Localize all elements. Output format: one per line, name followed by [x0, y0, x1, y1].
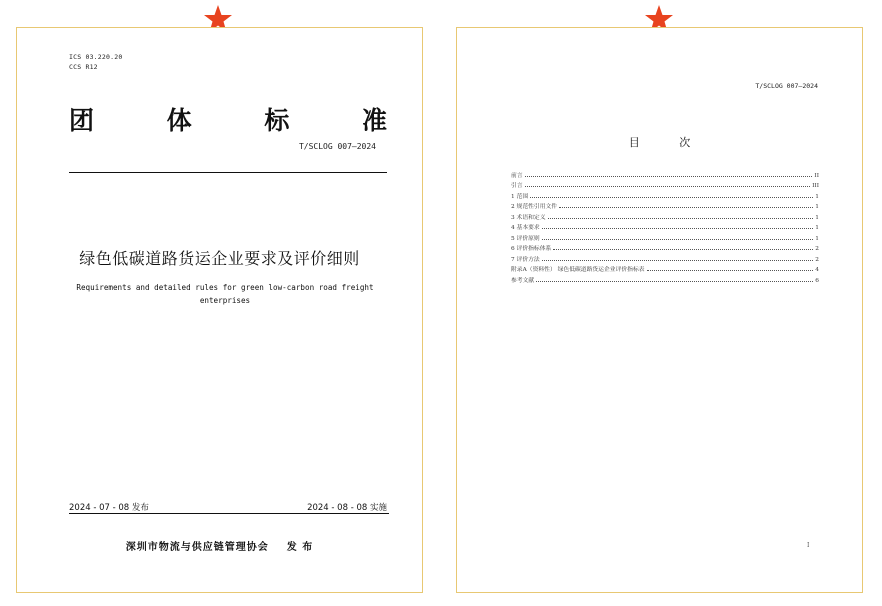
- toc-entry-label: 附录A（资料性） 绿色低碳道路货运企业评价指标表: [511, 267, 645, 273]
- toc-entry[interactable]: [511, 273, 819, 284]
- toc-entry-page: II: [814, 172, 819, 179]
- toc-leader-dots: [542, 239, 814, 240]
- toc-entry[interactable]: [511, 231, 819, 242]
- toc-entry[interactable]: [511, 221, 819, 232]
- toc-entry-page: 1: [815, 204, 819, 210]
- publish-date: 2024 - 07 - 08 发布: [69, 503, 149, 513]
- toc-entry-page: 2: [815, 246, 819, 252]
- divider: [69, 172, 387, 173]
- toc-title: 目 次: [628, 136, 709, 149]
- document-title-en: Requirements and detailed rules for green low-carbon road freight enterprises: [76, 283, 374, 305]
- document-title-cn: 绿色低碳道路货运企业要求及评价细则: [79, 249, 360, 268]
- heading-char: 标: [264, 106, 290, 135]
- toc-leader-dots: [542, 228, 814, 229]
- toc-entry[interactable]: [511, 242, 819, 253]
- page-number: I: [807, 542, 810, 549]
- toc-entry-page: 1: [815, 225, 819, 231]
- table-of-contents: [511, 168, 819, 284]
- toc-leader-dots: [536, 281, 813, 282]
- toc-entry-page: 4: [815, 267, 819, 273]
- toc-entry-label: 4 基本要求: [511, 225, 540, 231]
- toc-entry-label: 3 术语和定义: [511, 214, 546, 221]
- toc-leader-dots: [559, 207, 813, 208]
- toc-entry-page: III: [812, 183, 819, 189]
- implementation-date: 2024 - 08 - 08 实施: [307, 503, 387, 513]
- toc-entry[interactable]: [511, 210, 819, 221]
- toc-entry[interactable]: [511, 252, 819, 263]
- toc-entry-label: 1 范围: [511, 193, 529, 200]
- ics-code: ICS 03.220.20: [69, 53, 123, 61]
- toc-entry-label: 参考文献: [511, 277, 535, 284]
- publisher: 深圳市物流与供应链管理协会 发 布: [125, 542, 314, 553]
- standard-type-heading: [69, 101, 387, 137]
- heading-char: 体: [166, 106, 192, 135]
- cover-page: [16, 27, 423, 593]
- toc-entry[interactable]: [511, 263, 819, 274]
- standard-code: T/SCLOG 007—2024: [755, 82, 818, 90]
- toc-entry[interactable]: [511, 179, 819, 190]
- divider: [69, 513, 389, 514]
- toc-entry[interactable]: [511, 168, 819, 179]
- toc-entry-page: 1: [815, 193, 819, 200]
- contents-page: [456, 27, 863, 593]
- toc-entry-label: 2 规范性引用文件: [511, 204, 558, 210]
- toc-leader-dots: [553, 249, 813, 250]
- toc-entry-label: 前言: [511, 172, 523, 179]
- toc-entry-page: 1: [815, 214, 819, 221]
- toc-entry-label: 7 评价方法: [511, 256, 540, 263]
- toc-entry-label: 6 评价指标体系: [511, 246, 552, 252]
- toc-leader-dots: [647, 270, 814, 271]
- heading-char: 团: [69, 106, 95, 135]
- toc-leader-dots: [548, 218, 814, 219]
- toc-entry-page: 1: [815, 235, 819, 242]
- toc-entry-label: 5 评价原则: [511, 235, 540, 242]
- toc-leader-dots: [525, 176, 813, 177]
- ccs-code: CCS R12: [69, 63, 98, 71]
- heading-char: 准: [361, 106, 387, 135]
- toc-entry[interactable]: [511, 189, 819, 200]
- toc-entry-page: 6: [815, 277, 819, 284]
- toc-leader-dots: [542, 260, 814, 261]
- toc-leader-dots: [530, 197, 813, 198]
- toc-entry[interactable]: [511, 200, 819, 211]
- toc-entry-page: 2: [815, 256, 819, 263]
- standard-code: T/SCLOG 007—2024: [298, 142, 376, 151]
- toc-entry-label: 引言: [511, 183, 523, 189]
- toc-leader-dots: [525, 186, 811, 187]
